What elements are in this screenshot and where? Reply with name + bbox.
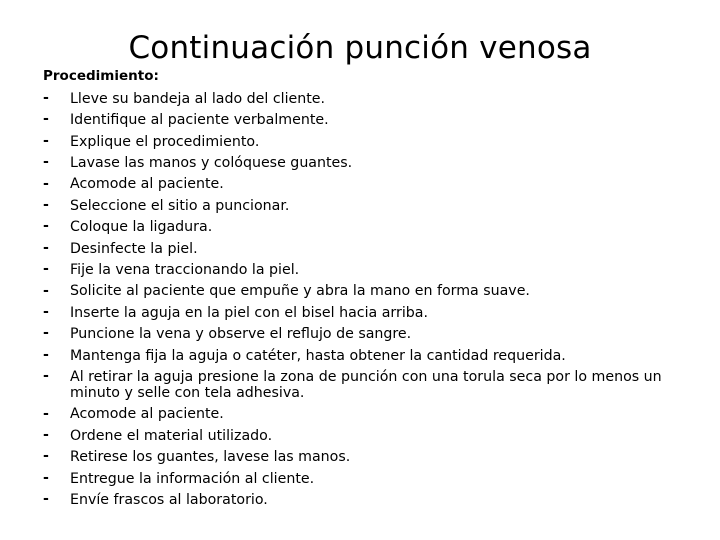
bullet-dash: - <box>43 368 49 385</box>
bullet-dash: - <box>43 175 49 192</box>
procedure-step <box>43 404 703 425</box>
procedure-step-text: Ordene el material utilizado. <box>70 427 273 444</box>
procedure-step <box>43 468 703 489</box>
procedure-step-text: Al retirar la aguja presione la zona de punción con una torula seca por lo menos un minuto y selle con tela adhesiva. <box>70 368 662 401</box>
bullet-dash: - <box>43 304 49 321</box>
bullet-dash: - <box>43 405 49 422</box>
procedure-step-text: Mantenga fija la aguja o catéter, hasta obtener la cantidad requerida. <box>70 347 566 364</box>
procedure-step-text: Identifique al paciente verbalmente. <box>70 112 329 129</box>
procedure-step-text: Explique el procedimiento. <box>70 133 260 150</box>
procedure-step-text: Retirese los guantes, lavese las manos. <box>70 449 351 466</box>
procedure-step <box>43 238 703 259</box>
procedure-step-text: Solicite al paciente que empuñe y abra la mano en forma suave. <box>70 283 530 300</box>
procedure-heading: Procedimiento: <box>43 68 159 84</box>
procedure-step-text: Acomode al paciente. <box>70 176 224 193</box>
procedure-step <box>43 425 703 446</box>
bullet-dash: - <box>43 197 49 214</box>
bullet-dash: - <box>43 282 49 299</box>
procedure-step <box>43 489 703 510</box>
procedure-step-text: Desinfecte la piel. <box>70 240 198 257</box>
procedure-step <box>43 259 703 280</box>
procedure-step-text: Fije la vena traccionando la piel. <box>70 261 300 278</box>
bullet-dash: - <box>43 448 49 465</box>
procedure-step <box>43 345 703 366</box>
procedure-step <box>43 366 703 403</box>
procedure-step <box>43 302 703 323</box>
procedure-step-text: Puncione la vena y observe el reflujo de sangre. <box>70 326 412 343</box>
procedure-step <box>43 152 703 173</box>
procedure-step-text: Coloque la ligadura. <box>70 219 213 236</box>
procedure-step-text: Entregue la información al cliente. <box>70 470 315 487</box>
procedure-step-text: Seleccione el sitio a puncionar. <box>70 197 290 214</box>
procedure-step <box>43 195 703 216</box>
procedure-step <box>43 446 703 467</box>
bullet-dash: - <box>43 218 49 235</box>
procedure-step-text: Inserte la aguja en la piel con el bisel hacia arriba. <box>70 304 428 321</box>
procedure-step-text: Lleve su bandeja al lado del cliente. <box>70 90 326 107</box>
procedure-step <box>43 216 703 237</box>
procedure-step <box>43 174 703 195</box>
slide-title <box>0 28 720 68</box>
bullet-dash: - <box>43 491 49 508</box>
bullet-dash: - <box>43 469 49 486</box>
bullet-dash: - <box>43 111 49 128</box>
slide-title-text: Continuación punción venosa <box>128 30 592 66</box>
bullet-dash: - <box>43 239 49 256</box>
procedure-step <box>43 281 703 302</box>
procedure-step <box>43 323 703 344</box>
procedure-step <box>43 131 703 152</box>
procedure-steps-list <box>43 88 703 511</box>
procedure-step-text: Lavase las manos y colóquese guantes. <box>70 154 353 171</box>
procedure-step <box>43 109 703 130</box>
bullet-dash: - <box>43 90 49 106</box>
bullet-dash: - <box>43 132 49 149</box>
bullet-dash: - <box>43 154 49 171</box>
bullet-dash: - <box>43 261 49 278</box>
bullet-dash: - <box>43 325 49 342</box>
procedure-step <box>43 88 703 109</box>
bullet-dash: - <box>43 346 49 363</box>
procedure-step-text: Acomode al paciente. <box>70 406 224 423</box>
bullet-dash: - <box>43 427 49 444</box>
procedure-step-text: Envíe frascos al laboratorio. <box>70 491 268 508</box>
